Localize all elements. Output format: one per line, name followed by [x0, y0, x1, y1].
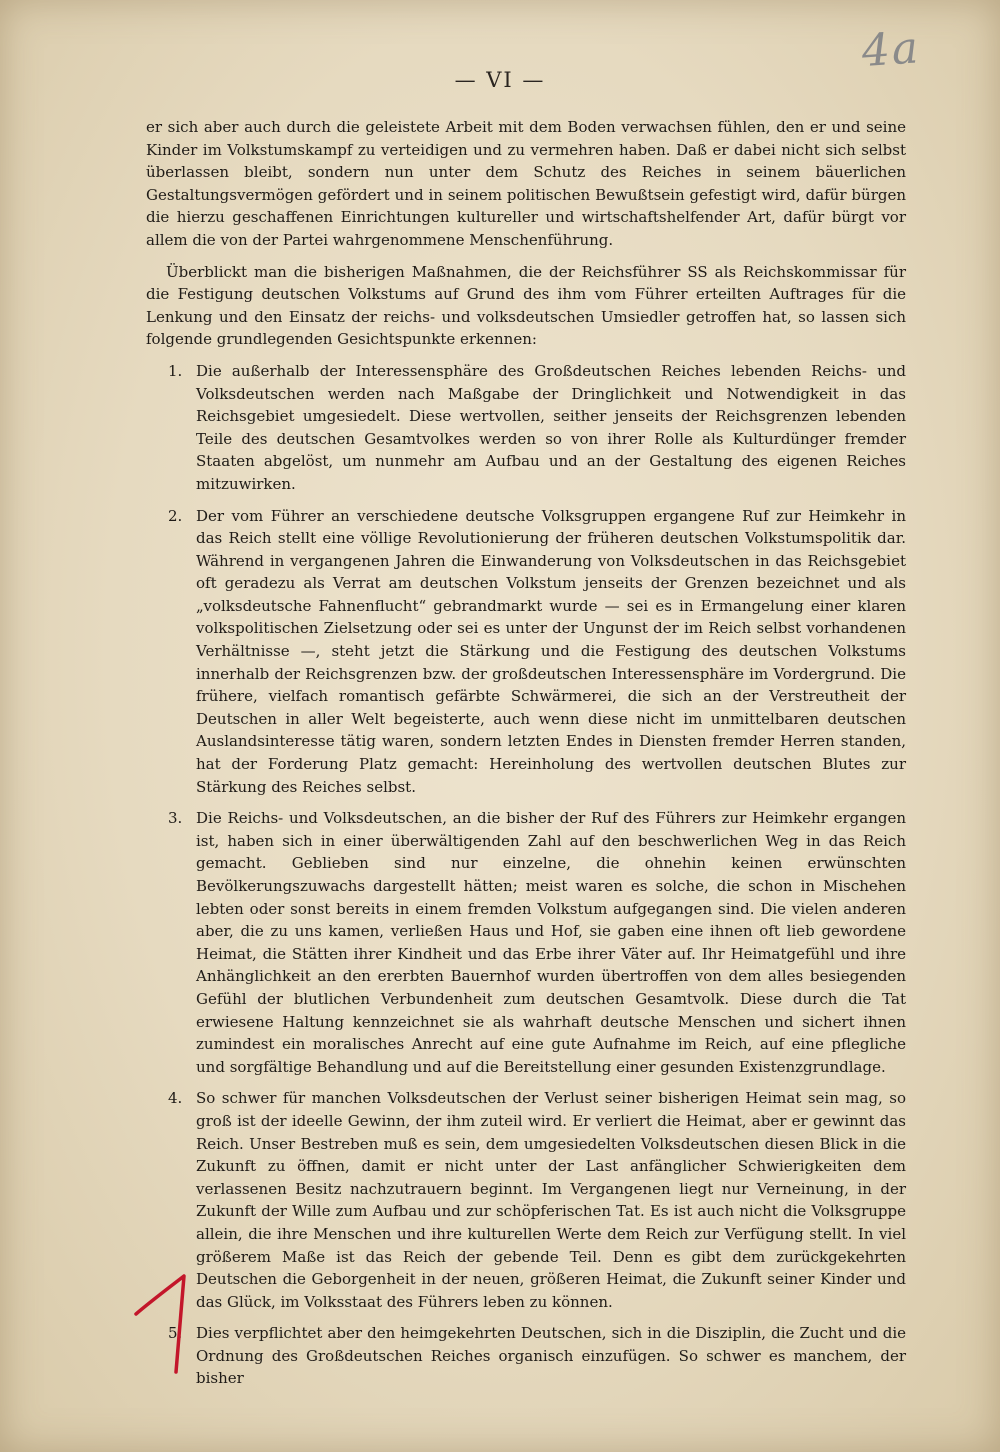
list-item-text: Dies verpflichtet aber den heimgekehrten Deutschen, sich in die Disziplin, die Zucht und die Ordnung des Großdeutschen Reiches organisch einzufügen. So schwer es manchem, der bisher — [196, 1324, 906, 1388]
list-item-text: Der vom Führer an verschiedene deutsche Volksgruppen ergangene Ruf zur Heimkehr in das Reich stellt eine völlige Revolutionierung der früheren deutschen Volkstumspolitik dar. Während in vergangenen Jahren die Einwanderung von Volksdeutschen in das Reichsgebiet oft geradezu als Verrat am deutschen Volkstum jenseits der Grenzen bezeichnet und als „volksdeutsche Fahnenflucht“ gebrandmarkt wurde — sei es in Ermangelung einer klaren volkspolitischen Zielsetzung oder sei es unter der Ungunst der im Reich selbst vorhandenen Verhältnisse —, steht jetzt die Stärkung und die Festigung des deutschen Volkstums innerhalb der Reichsgrenzen bzw. der großdeutschen Interessensphäre im Vordergrund. Die frühere, vielfach romantisch gefärbte Schwärmerei, die sich an der Verstreutheit der Deutschen in aller Welt begeisterte, auch wenn diese nicht im unmittelbaren deutschen Auslandsinteresse tätig waren, sondern letzten Endes in Diensten fremder Herren standen, hat der Forderung Platz gemacht: Hereinholung des wertvollen deutschen Blutes zur Stärkung des Reiches selbst. — [196, 506, 906, 796]
list-item — [168, 505, 906, 799]
list-item-text: Die Reichs- und Volksdeutschen, an die bisher der Ruf des Führers zur Heimkehr ergangen ist, haben sich in einer überwältigenden Zahl auf den beschwerlichen Weg in das Reich gemacht. Geblieben sind nur einzelne, die ohnehin keinen erwünschten Bevölkerungszuwachs dargestellt hätten; meist waren es solche, die schon in Mischehen lebten oder sonst bereits in einem fremden Volkstum aufgegangen sind. Die vielen anderen aber, die zu uns kamen, verließen Haus und Hof, sie gaben eine ihnen oft lieb gewordene Heimat, die Stätten ihrer Kindheit und das Erbe ihrer Väter auf. Ihr Heimatgefühl und ihre Anhänglichkeit an den ererbten Bauernhof wurden übertroffen von dem alles besiegenden Gefühl der blutlichen Verbundenheit zum deutschen Gesamtvolk. Diese durch die Tat erwiesene Haltung kennzeichnet sie als wahrhaft deutsche Menschen und sichert ihnen zumindest ein moralisches Anrecht auf eine gute Aufnahme im Reich, auf eine pflegliche und sorgfältige Behandlung und auf die Bereitstellung einer gesunden Existenzgrundlage. — [196, 809, 906, 1076]
list-item — [168, 807, 906, 1078]
list-item-number: 3. — [168, 809, 183, 828]
list-item-number: 1. — [168, 361, 183, 380]
red-pencil-mark — [128, 1272, 198, 1382]
intro-paragraph: er sich aber auch durch die geleistete Arbeit mit dem Boden verwachsen fühlen, den er und seine Kinder im Volkstumskampf zu verteidigen und zu vermehren haben. Daß er dabei nicht sich selbst überlassen bleibt, sondern nun unter dem Schutz des Reiches in seinem bäuerlichen Gestaltungsvermögen gefördert und in seinem politischen Bewußtsein gefestigt wird, dafür bürgen die hierzu geschaffenen Einrichtungen kultureller und wirtschaftshelfender Art, dafür bürgt vor allem die von der Partei wahrgenommene Menschenführung. — [146, 118, 906, 249]
list-item — [168, 1087, 906, 1313]
second-paragraph: Überblickt man die bisherigen Maßnahmen, die der Reichsführer SS als Reichskommissar für die Festigung deutschen Volkstums auf Grund des ihm vom Führer erteilten Auftrages für die Lenkung und den Einsatz der reichs- und volksdeutschen Umsiedler getroffen hat, so lassen sich folgende grundlegenden Gesichtspunkte erkennen: — [146, 262, 906, 349]
page-number: — VI — — [454, 68, 546, 92]
list-item-number: 2. — [168, 506, 183, 525]
handwritten-page-annotation: 4a — [860, 22, 922, 78]
list-item — [168, 1322, 906, 1390]
list-item — [168, 360, 906, 496]
document-body — [146, 116, 906, 1399]
list-item-number: 4. — [168, 1089, 183, 1108]
list-item-number: 5. — [168, 1324, 183, 1343]
list-item-text: So schwer für manchen Volksdeutschen der Verlust seiner bisherigen Heimat sein mag, so groß ist der ideelle Gewinn, der ihm zuteil wird. Er verliert die Heimat, aber er gewinnt das Reich. Unser Bestreben muß es sein, dem umgesiedelten Volksdeutschen diesen Blick in die Zukunft zu öffnen, damit er nicht unter der Last anfänglicher Schwierigkeiten dem verlassenen Besitz nachzutrauern beginnt. Im Vergangenen liegt nur Verneinung, in der Zukunft der Wille zum Aufbau und zur schöpferischen Tat. Es ist auch nicht die Volksgruppe allein, die ihre Menschen und ihre kulturellen Werte dem Reich zur Verfügung stellt. In viel größerem Maße ist das Reich der gebende Teil. Denn es gibt dem zurückgekehrten Deutschen die Geborgenheit in der neuen, größeren Heimat, die Zukunft seiner Kinder und das Glück, im Volksstaat des Führers leben zu können. — [196, 1089, 906, 1311]
list-item-text: Die außerhalb der Interessensphäre des Großdeutschen Reiches lebenden Reichs- und Volksdeutschen werden nach Maßgabe der Dringlichkeit und Notwendigkeit in das Reichsgebiet umgesiedelt. Diese wertvollen, seither jenseits der Reichsgrenzen lebenden Teile des deutschen Gesamtvolkes werden so von ihrer Rolle als Kulturdünger fremder Staaten abgelöst, um nunmehr am Aufbau und an der Gestaltung des eigenen Reiches mitzuwirken. — [196, 361, 906, 493]
